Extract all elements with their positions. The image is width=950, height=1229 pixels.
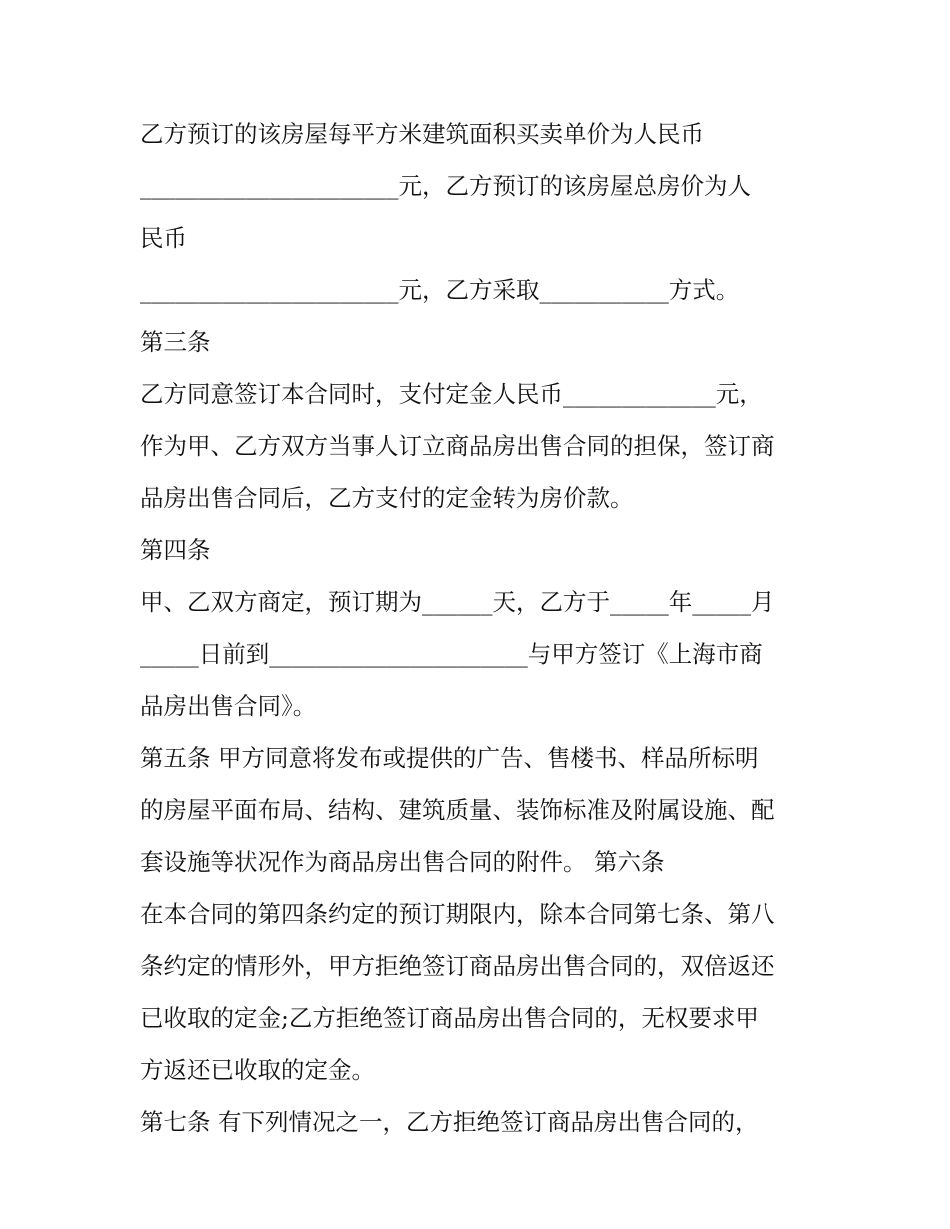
text-line: 甲、乙双方商定，预订期为______天，乙方于_____年_____月 xyxy=(140,588,775,616)
text-line: 条约定的情形外，甲方拒绝签订商品房出售合同的，双倍返还 xyxy=(140,952,775,980)
document-body xyxy=(140,108,820,1148)
text-line: 作为甲、乙方双方当事人订立商品房出售合同的担保，签订商 xyxy=(140,432,775,460)
text-line: ______________________元，乙方采取___________方式。 xyxy=(140,276,740,304)
text-line: 套设施等状况作为商品房出售合同的附件。 第六条 xyxy=(140,848,665,876)
text-line: 已收取的定金;乙方拒绝签订商品房出售合同的，无权要求甲 xyxy=(140,1004,759,1032)
text-line: 第七条 有下列情况之一，乙方拒绝签订商品房出售合同的， xyxy=(140,1108,759,1136)
text-line: 乙方同意签订本合同时，支付定金人民币_____________元， xyxy=(140,380,763,408)
text-line: _____日前到______________________与甲方签订《上海市商 xyxy=(140,640,763,668)
text-line: 第五条 甲方同意将发布或提供的广告、售楼书、样品所标明 xyxy=(140,744,759,772)
text-line: 品房出售合同后，乙方支付的定金转为房价款。 xyxy=(140,484,634,512)
article-heading: 第四条 xyxy=(140,536,211,564)
text-line: 的房屋平面布局、结构、建筑质量、装饰标准及附属设施、配 xyxy=(140,796,775,824)
article-heading: 第三条 xyxy=(140,328,211,356)
text-line: 在本合同的第四条约定的预订期限内，除本合同第七条、第八 xyxy=(140,900,775,928)
text-line: 民币 xyxy=(140,224,187,252)
text-line: 方返还已收取的定金。 xyxy=(140,1056,375,1084)
text-line: 品房出售合同》。 xyxy=(140,692,317,720)
text-line: ______________________元，乙方预订的该房屋总房价为人 xyxy=(140,172,751,200)
text-line: 乙方预订的该房屋每平方米建筑面积买卖单价为人民币 xyxy=(140,120,704,148)
